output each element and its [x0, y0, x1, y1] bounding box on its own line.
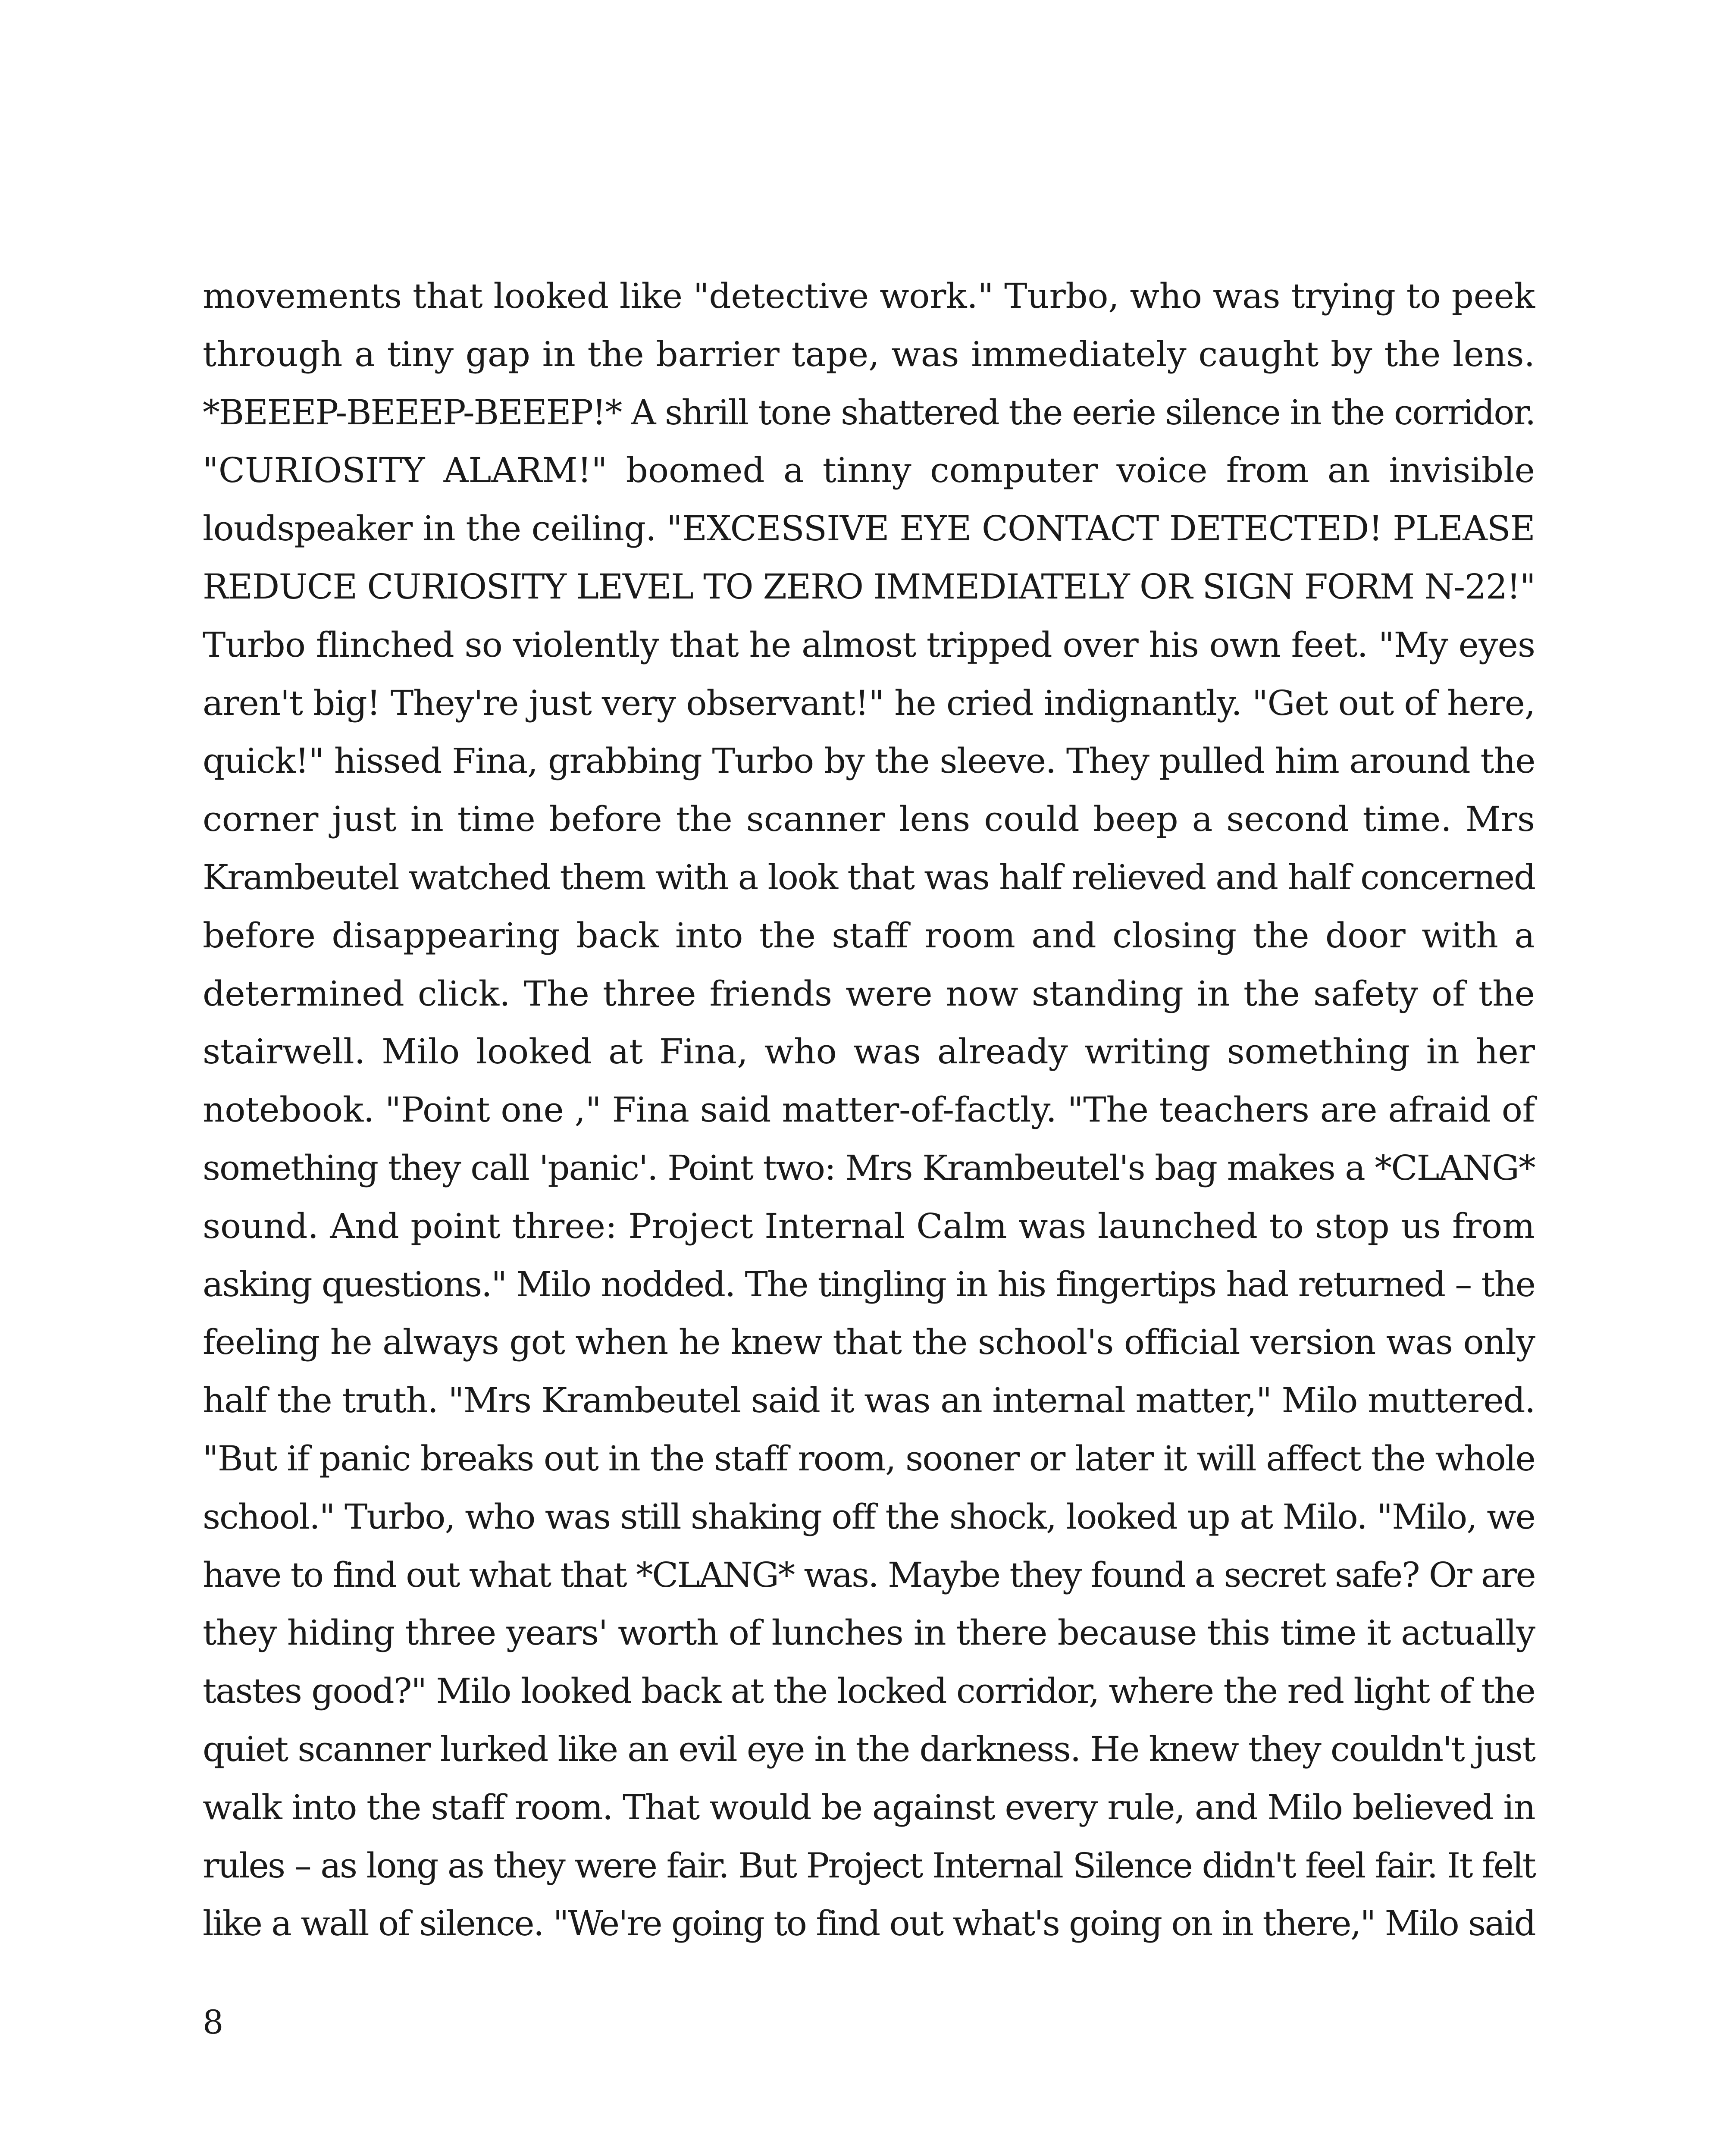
text-line: stairwell. Milo looked at Fina, who was already writing something in her: [203, 1031, 1535, 1072]
text-line: *BEEEP-BEEEP-BEEEP!* A shrill tone shattered the eerie silence in the corridor.: [203, 392, 1535, 432]
text-line: notebook. "Point one ," Fina said matter-of-factly. "The teachers are afraid of: [203, 1090, 1535, 1130]
text-line: walk into the staff room. That would be against every rule, and Milo believed in: [203, 1787, 1535, 1827]
text-line: "CURIOSITY ALARM!" boomed a tinny computer voice from an invisible: [203, 450, 1535, 491]
text-line: asking questions." Milo nodded. The tingling in his fingertips had returned – the: [203, 1264, 1535, 1304]
text-line: feeling he always got when he knew that the school's official version was only: [203, 1322, 1535, 1363]
page-number: 8: [203, 2003, 224, 2041]
body-text: [203, 267, 1535, 1953]
text-line: loudspeaker in the ceiling. "EXCESSIVE EYE CONTACT DETECTED! PLEASE: [203, 508, 1535, 549]
text-line: Krambeutel watched them with a look that was half relieved and half concerned: [203, 857, 1535, 897]
text-line: school." Turbo, who was still shaking off the shock, looked up at Milo. "Milo, we: [203, 1496, 1535, 1537]
text-line: they hiding three years' worth of lunches in there because this time it actually: [203, 1613, 1535, 1653]
text-line: quiet scanner lurked like an evil eye in the darkness. He knew they couldn't just: [203, 1729, 1535, 1769]
text-line: have to find out what that *CLANG* was. Maybe they found a secret safe? Or are: [203, 1554, 1535, 1595]
text-line: half the truth. "Mrs Krambeutel said it was an internal matter," Milo muttered.: [203, 1380, 1535, 1421]
text-line: through a tiny gap in the barrier tape, was immediately caught by the lens.: [203, 334, 1535, 374]
text-line: Turbo flinched so violently that he almost tripped over his own feet. "My eyes: [203, 624, 1535, 665]
text-line: rules – as long as they were fair. But Project Internal Silence didn't feel fair. It felt: [203, 1845, 1535, 1886]
text-line: corner just in time before the scanner lens could beep a second time. Mrs: [203, 799, 1535, 840]
text-line: tastes good?" Milo looked back at the locked corridor, where the red light of the: [203, 1671, 1535, 1711]
text-line: "But if panic breaks out in the staff room, sooner or later it will affect the whole: [203, 1438, 1535, 1479]
text-line: REDUCE CURIOSITY LEVEL TO ZERO IMMEDIATELY OR SIGN FORM N-22!": [203, 566, 1535, 607]
text-line: something they call 'panic'. Point two: Mrs Krambeutel's bag makes a *CLANG*: [203, 1147, 1535, 1188]
text-line: like a wall of silence. "We're going to find out what's going on in there," Milo said: [203, 1903, 1535, 1944]
text-line: movements that looked like "detective work." Turbo, who was trying to peek: [203, 276, 1535, 316]
text-line: quick!" hissed Fina, grabbing Turbo by the sleeve. They pulled him around the: [203, 741, 1535, 781]
text-line: before disappearing back into the staff room and closing the door with a: [203, 915, 1535, 956]
text-line: aren't big! They're just very observant!" he cried indignantly. "Get out of here,: [203, 683, 1535, 723]
text-line: determined click. The three friends were now standing in the safety of the: [203, 973, 1535, 1014]
text-line: sound. And point three: Project Internal Calm was launched to stop us from: [203, 1206, 1535, 1246]
